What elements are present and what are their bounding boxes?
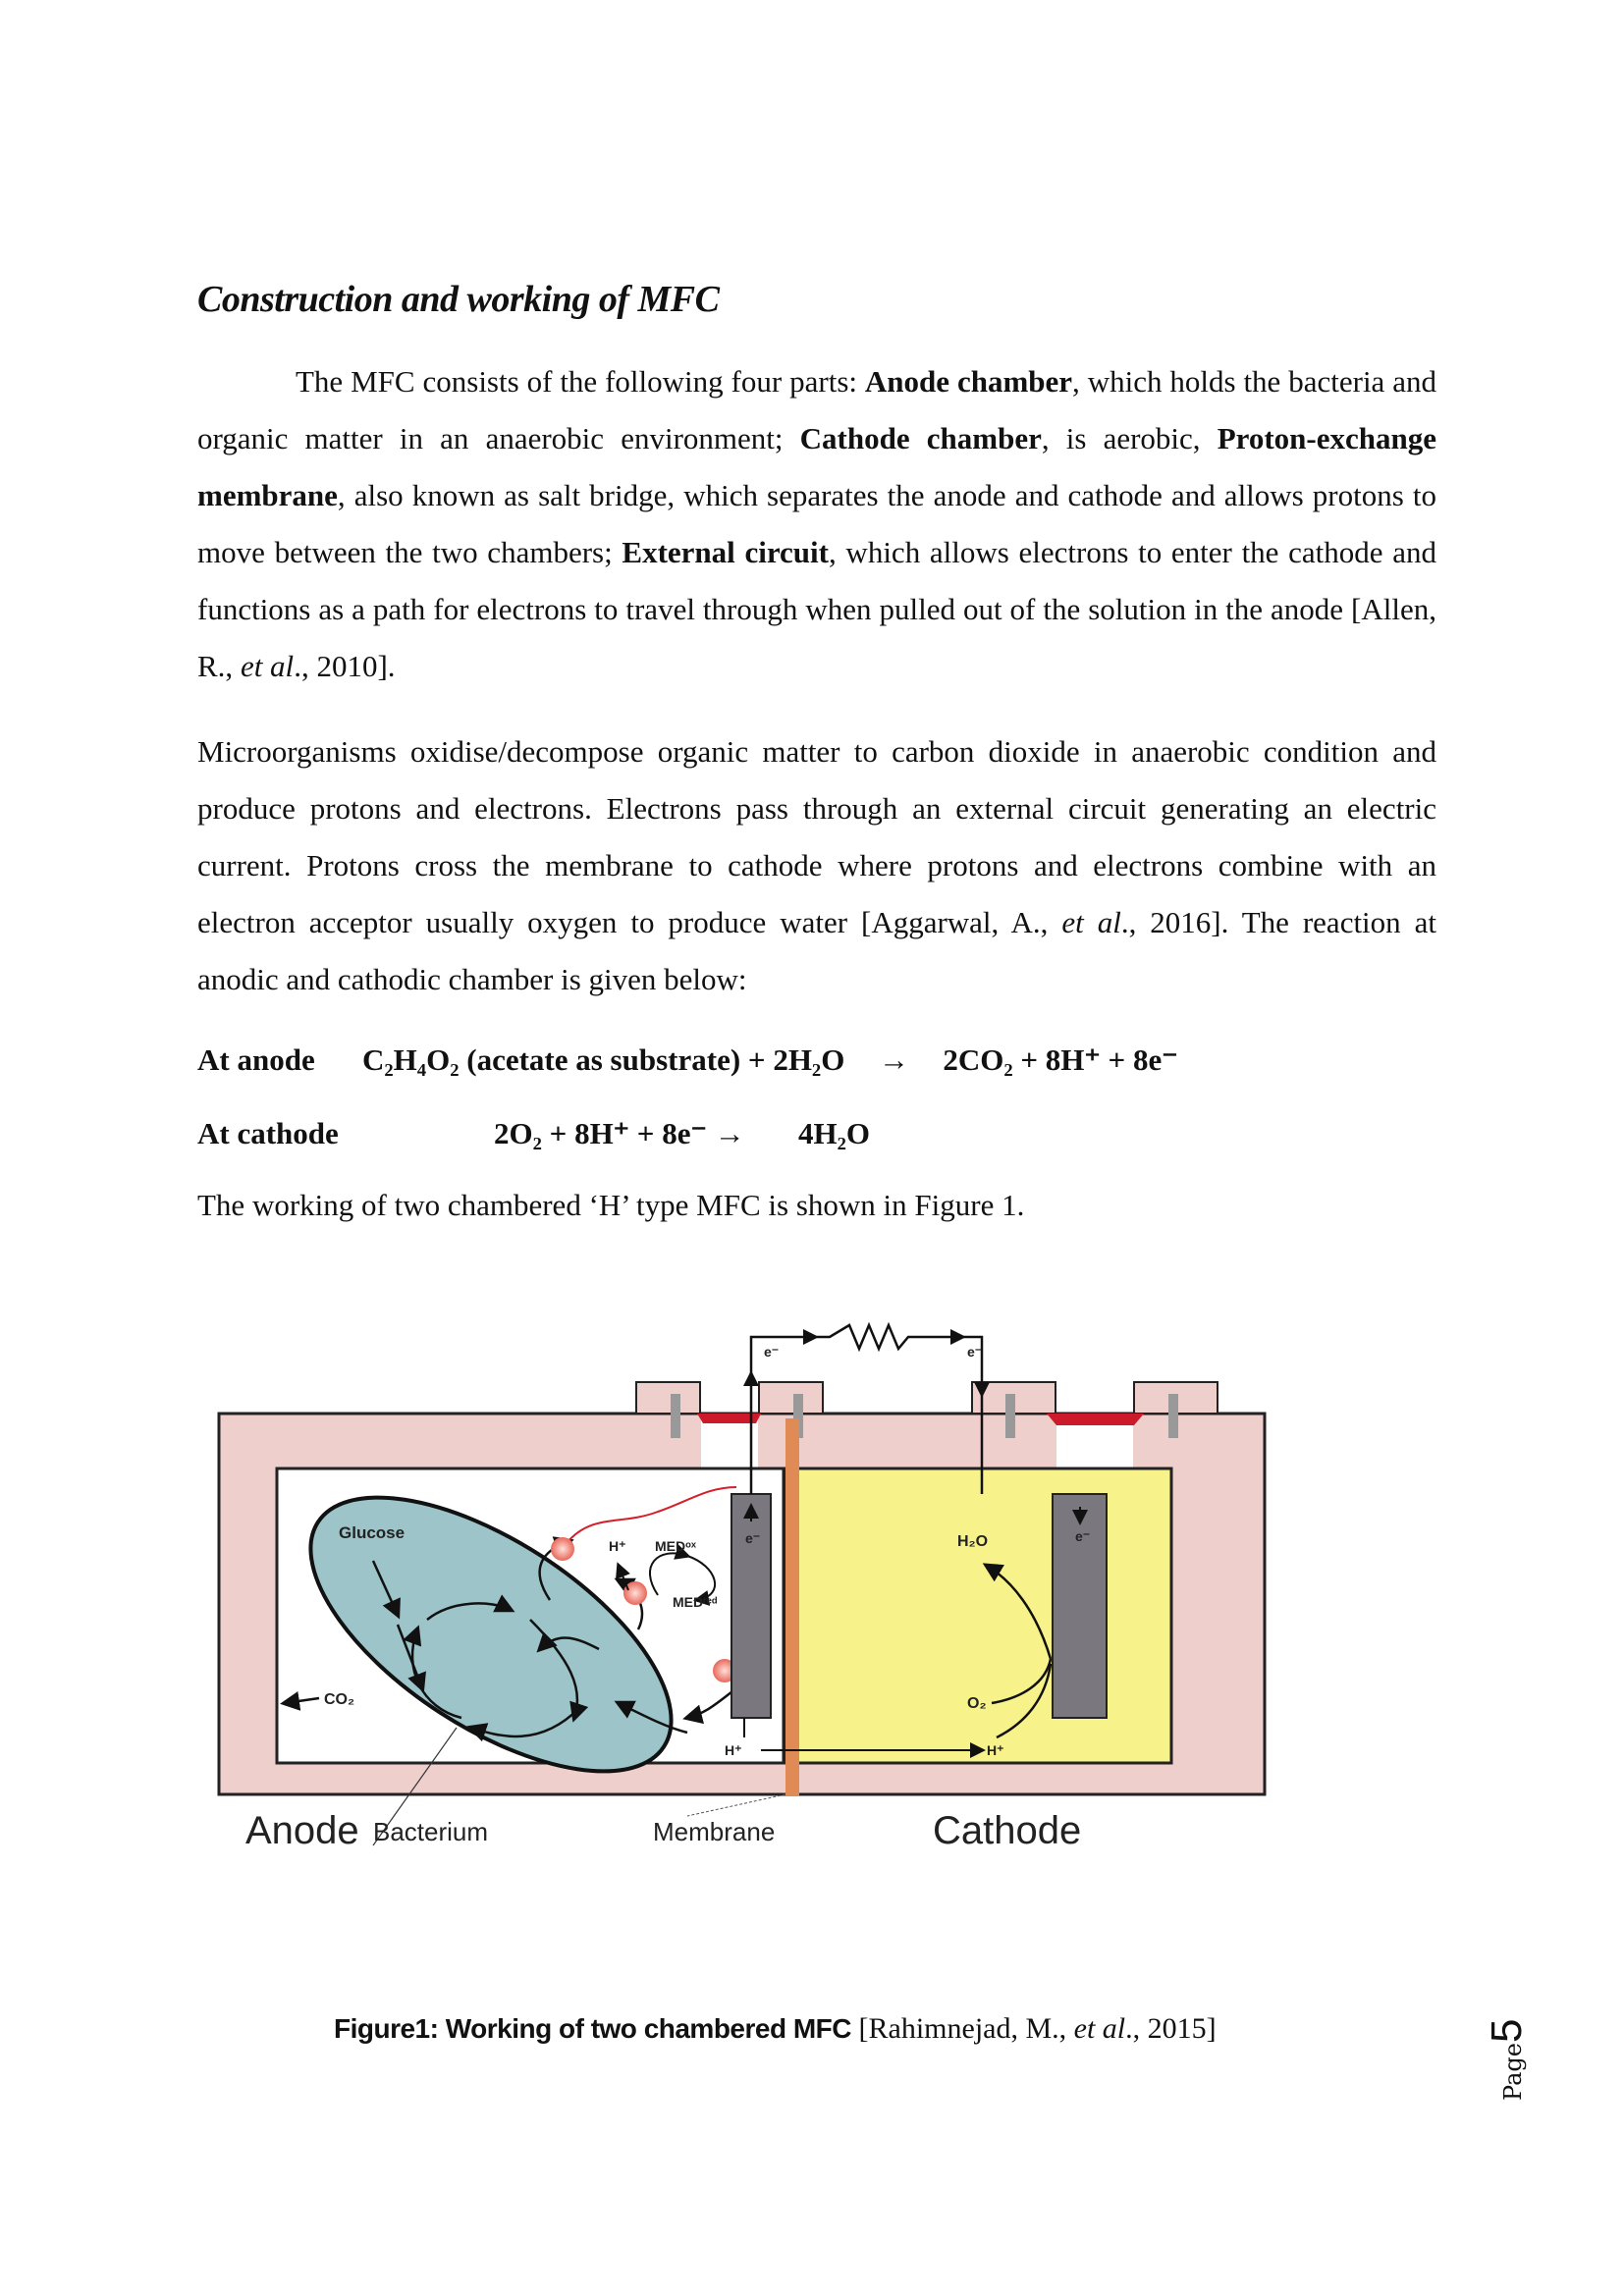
anode-lid-left [636,1382,700,1414]
text: ., 2010]. [294,649,396,683]
label-o2: O₂ [967,1695,987,1712]
anode-equation [197,1042,1178,1078]
figure-caption [334,2012,1217,2046]
anode-rhs: 2CO₂ + 8H⁺ + 8e⁻ [943,1042,1178,1077]
term-cathode-chamber: Cathode chamber [799,421,1042,455]
caption-title: Figure1: Working of two chambered MFC [334,2013,852,2044]
anode-label: At anode [197,1042,315,1077]
reaction-site [551,1537,574,1561]
label-glucose: Glucose [339,1523,406,1542]
bolt [1005,1394,1015,1438]
text: Microorganisms oxidise/decompose organic matter to carbon dioxide in anaerobic condition and produce protons and electrons. Electrons pass through an external circuit generating an electric current. Protons cross the membrane to cathode where protons and electrons combine with an electron acceptor usually oxygen to produce water [Aggarwal, A., [197,734,1436,939]
label-electron-anode: e⁻ [745,1530,761,1546]
label-membrane: Membrane [653,1817,776,1846]
section-heading: Construction and working of MFC [197,279,720,320]
cathode-rhs: 4H₂O [798,1116,871,1150]
bolt [671,1394,680,1438]
label-co2: CO₂ [324,1691,355,1708]
membrane [785,1418,799,1796]
paragraph-parts [197,353,1436,695]
label-med-ox: MEDᵒˣ [655,1538,696,1554]
label-cathode: Cathode [933,1809,1082,1852]
citation-et-al: et al [240,649,295,683]
cathode-label: At cathode [197,1116,339,1150]
cathode-chamber [785,1468,1171,1763]
label-anode: Anode [245,1809,359,1852]
label-med-red: MEDʳᵉᵈ [673,1594,718,1610]
term-external-circuit: External circuit [622,535,829,569]
label-bacterium: Bacterium [373,1817,489,1846]
caption-et-al: et al [1073,2012,1126,2045]
text: The MFC consists of the following four parts: [296,364,865,399]
caption-citation: [Rahimnejad, M., [851,2012,1074,2045]
anode-arrow: → [878,1042,909,1077]
text: , also known as salt bridge, which separates the anode and cathode and allows protons to move between the two chambers; [197,478,1436,569]
label-electron-cathode-top: e⁻ [967,1344,983,1360]
page-number [1483,2012,1561,2101]
label-h-plus-anode: H⁺ [609,1538,626,1554]
paragraph-mechanism [197,723,1436,1008]
anode-lid-right [759,1382,823,1414]
page-number-value: 5 [1483,2018,1531,2044]
cathode-seal [1047,1414,1144,1425]
text: , is aerobic, [1041,421,1218,455]
term-anode-chamber: Anode chamber [864,364,1073,399]
citation-et-al: et al [1061,905,1121,939]
label-h-plus-bottom: H⁺ [725,1742,742,1758]
text: , which holds the bacteria and organic matter in an anaerobic environment; [197,364,1436,455]
label-electron-cathode: e⁻ [1075,1528,1091,1544]
text: , which allows electrons to enter the cathode and functions as a path for electrons to travel through when pulled out of the solution in the anode [Allen, R., [197,535,1436,683]
label-h2o: H₂O [957,1533,989,1550]
page-label: Page [1499,2043,1527,2101]
text: ., 2016]. The reaction at anodic and cathodic chamber is given below: [197,905,1436,996]
mfc-diagram [206,1315,1296,1944]
cathode-lhs: 2O₂ + 8H⁺ + 8e⁻ → [494,1116,745,1150]
label-h-plus-cathode: H⁺ [987,1742,1004,1758]
label-electron-anode-top: e⁻ [764,1344,780,1360]
bolt [1168,1394,1178,1438]
cathode-equation [197,1116,870,1151]
figure-intro: The working of two chambered ‘H’ type MFC is shown in Figure 1. [197,1188,1025,1222]
term-proton-exchange-membrane: Proton-exchange membrane [197,421,1437,512]
anode-lhs: C₂H₄O₂ (acetate as substrate) + 2H₂O [362,1042,845,1077]
caption-year: ., 2015] [1125,2012,1217,2045]
anode-electrode [731,1494,771,1718]
